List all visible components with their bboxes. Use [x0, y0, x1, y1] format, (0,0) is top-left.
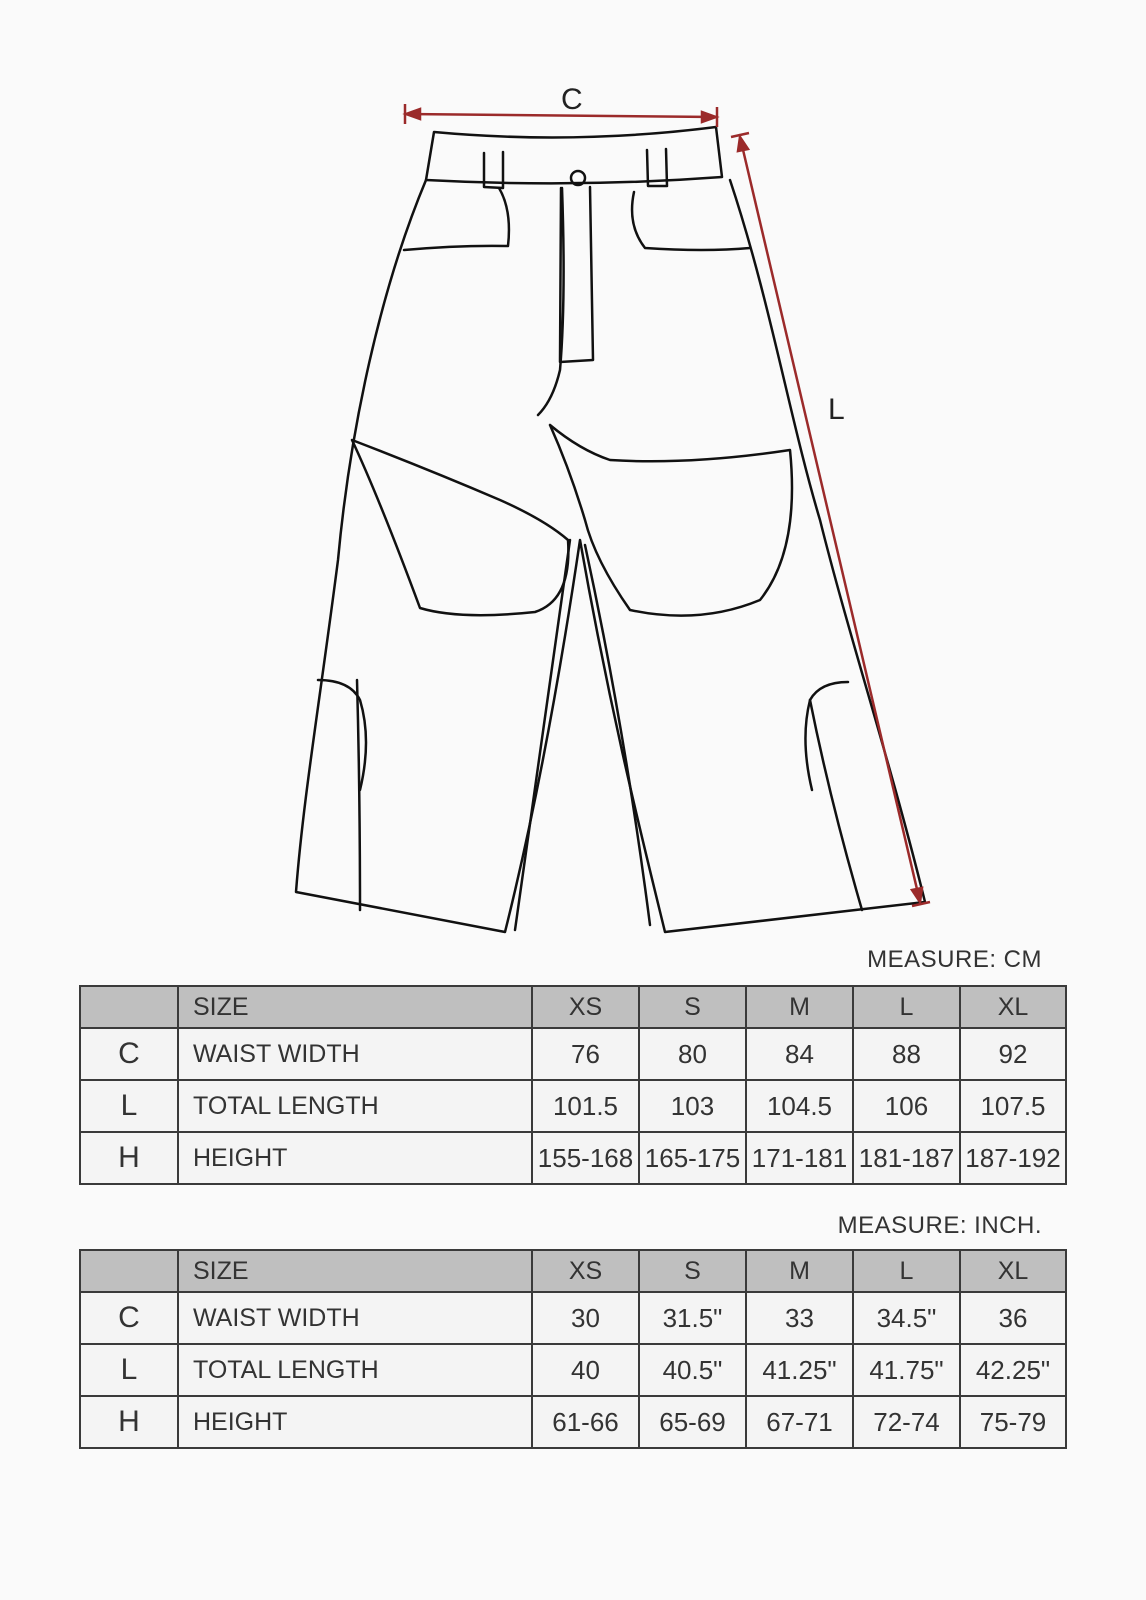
table-row — [80, 1028, 1066, 1080]
header-size-cell: SIZE — [178, 1250, 532, 1292]
row-code: H — [80, 1396, 178, 1448]
value-cell: 75-79 — [960, 1396, 1066, 1448]
size-table-cm — [79, 985, 1067, 1185]
waist-dimension-label: C — [561, 83, 583, 116]
table-row — [80, 1396, 1066, 1448]
header-size-cell: SIZE — [178, 986, 532, 1028]
value-cell: 36 — [960, 1292, 1066, 1344]
value-cell: 171-181 — [746, 1132, 853, 1184]
measure-label-cm: MEASURE: CM — [867, 946, 1042, 973]
row-code: C — [80, 1292, 178, 1344]
knee-panel-left — [352, 440, 568, 615]
pocket-right — [632, 192, 750, 250]
row-name: HEIGHT — [178, 1132, 532, 1184]
size-l: L — [853, 986, 960, 1028]
value-cell: 61-66 — [532, 1396, 639, 1448]
value-cell: 92 — [960, 1028, 1066, 1080]
size-xl: XL — [960, 1250, 1066, 1292]
table-row — [80, 1080, 1066, 1132]
pants-outline — [296, 180, 925, 932]
size-xs: XS — [532, 1250, 639, 1292]
value-cell: 187-192 — [960, 1132, 1066, 1184]
value-cell: 76 — [532, 1028, 639, 1080]
size-table-inch — [79, 1249, 1067, 1449]
waistband — [426, 127, 722, 183]
value-cell: 33 — [746, 1292, 853, 1344]
row-name: WAIST WIDTH — [178, 1028, 532, 1080]
knee-panel-right — [550, 425, 792, 616]
row-name: TOTAL LENGTH — [178, 1080, 532, 1132]
table-header-row — [80, 1250, 1066, 1292]
fly — [560, 187, 593, 362]
value-cell: 104.5 — [746, 1080, 853, 1132]
value-cell: 40 — [532, 1344, 639, 1396]
length-dimension-label: L — [828, 393, 845, 426]
seam-left — [515, 540, 570, 930]
header-code-cell — [80, 1250, 178, 1292]
table-header-row — [80, 986, 1066, 1028]
size-m: M — [746, 1250, 853, 1292]
row-code: H — [80, 1132, 178, 1184]
value-cell: 42.25" — [960, 1344, 1066, 1396]
value-cell: 181-187 — [853, 1132, 960, 1184]
value-cell: 65-69 — [639, 1396, 746, 1448]
row-name: WAIST WIDTH — [178, 1292, 532, 1344]
value-cell: 31.5" — [639, 1292, 746, 1344]
value-cell: 34.5" — [853, 1292, 960, 1344]
value-cell: 106 — [853, 1080, 960, 1132]
seam-left-outer — [357, 680, 360, 910]
row-name: HEIGHT — [178, 1396, 532, 1448]
value-cell: 30 — [532, 1292, 639, 1344]
row-code: L — [80, 1344, 178, 1396]
size-xl: XL — [960, 986, 1066, 1028]
value-cell: 41.75" — [853, 1344, 960, 1396]
table-row — [80, 1132, 1066, 1184]
row-code: C — [80, 1028, 178, 1080]
row-name: TOTAL LENGTH — [178, 1344, 532, 1396]
measure-label-inch: MEASURE: INCH. — [837, 1212, 1042, 1239]
size-m: M — [746, 986, 853, 1028]
value-cell: 101.5 — [532, 1080, 639, 1132]
size-s: S — [639, 986, 746, 1028]
value-cell: 40.5" — [639, 1344, 746, 1396]
row-code: L — [80, 1080, 178, 1132]
value-cell: 165-175 — [639, 1132, 746, 1184]
value-cell: 107.5 — [960, 1080, 1066, 1132]
header-code-cell — [80, 986, 178, 1028]
size-xs: XS — [532, 986, 639, 1028]
value-cell: 72-74 — [853, 1396, 960, 1448]
table-row — [80, 1344, 1066, 1396]
seam-right-outer — [810, 700, 862, 910]
value-cell: 103 — [639, 1080, 746, 1132]
size-l: L — [853, 1250, 960, 1292]
size-s: S — [639, 1250, 746, 1292]
value-cell: 88 — [853, 1028, 960, 1080]
value-cell: 67-71 — [746, 1396, 853, 1448]
value-cell: 84 — [746, 1028, 853, 1080]
value-cell: 80 — [639, 1028, 746, 1080]
table-row — [80, 1292, 1066, 1344]
value-cell: 41.25" — [746, 1344, 853, 1396]
value-cell: 155-168 — [532, 1132, 639, 1184]
